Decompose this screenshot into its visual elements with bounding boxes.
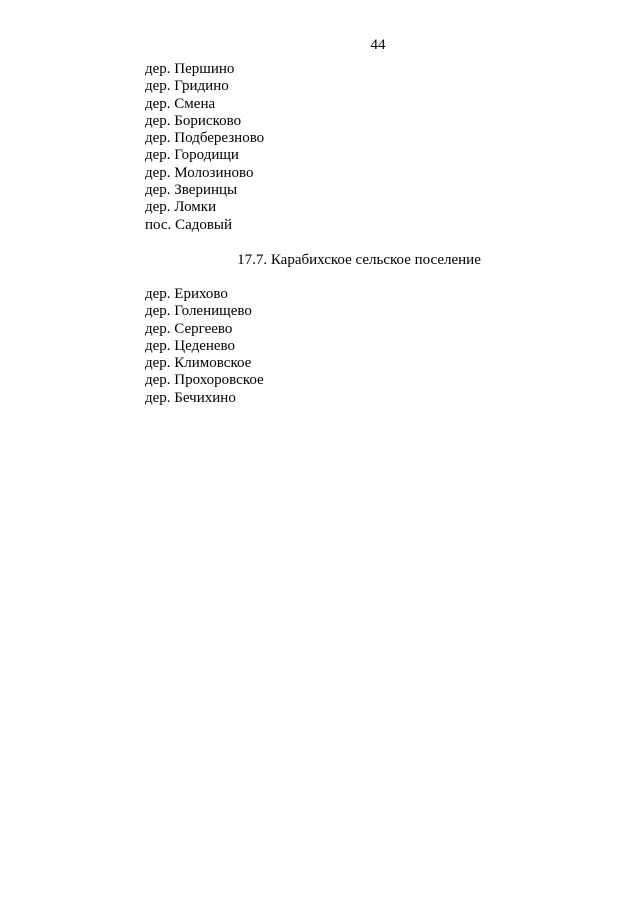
- list-item: дер. Борисково: [145, 112, 242, 129]
- list-item: дер. Ломки: [145, 199, 217, 216]
- list-item: дер. Прохоровское: [145, 372, 264, 389]
- list-item: дер. Молозиново: [145, 164, 254, 181]
- list-item: дер. Городищи: [145, 147, 239, 164]
- settlement-list-1: [145, 61, 264, 234]
- section-heading: 17.7. Карабихское сельское поселение: [237, 252, 481, 268]
- list-item: дер. Голенищево: [145, 303, 252, 320]
- list-item: дер. Зверинцы: [145, 182, 238, 199]
- list-item: пос. Садовый: [145, 216, 233, 233]
- page-number: 44: [370, 37, 386, 53]
- list-item: дер. Климовское: [145, 355, 252, 372]
- list-item: дер. Бечихино: [145, 389, 236, 406]
- list-item: дер. Сергеево: [145, 320, 233, 337]
- list-item: дер. Гридино: [145, 78, 229, 95]
- settlement-list-2: [145, 286, 264, 407]
- list-item: дер. Першино: [145, 61, 235, 77]
- list-item: дер. Ерихово: [145, 286, 228, 302]
- list-item: дер. Подберезново: [145, 130, 265, 147]
- list-item: дер. Цеденево: [145, 337, 236, 354]
- list-item: дер. Смена: [145, 95, 216, 112]
